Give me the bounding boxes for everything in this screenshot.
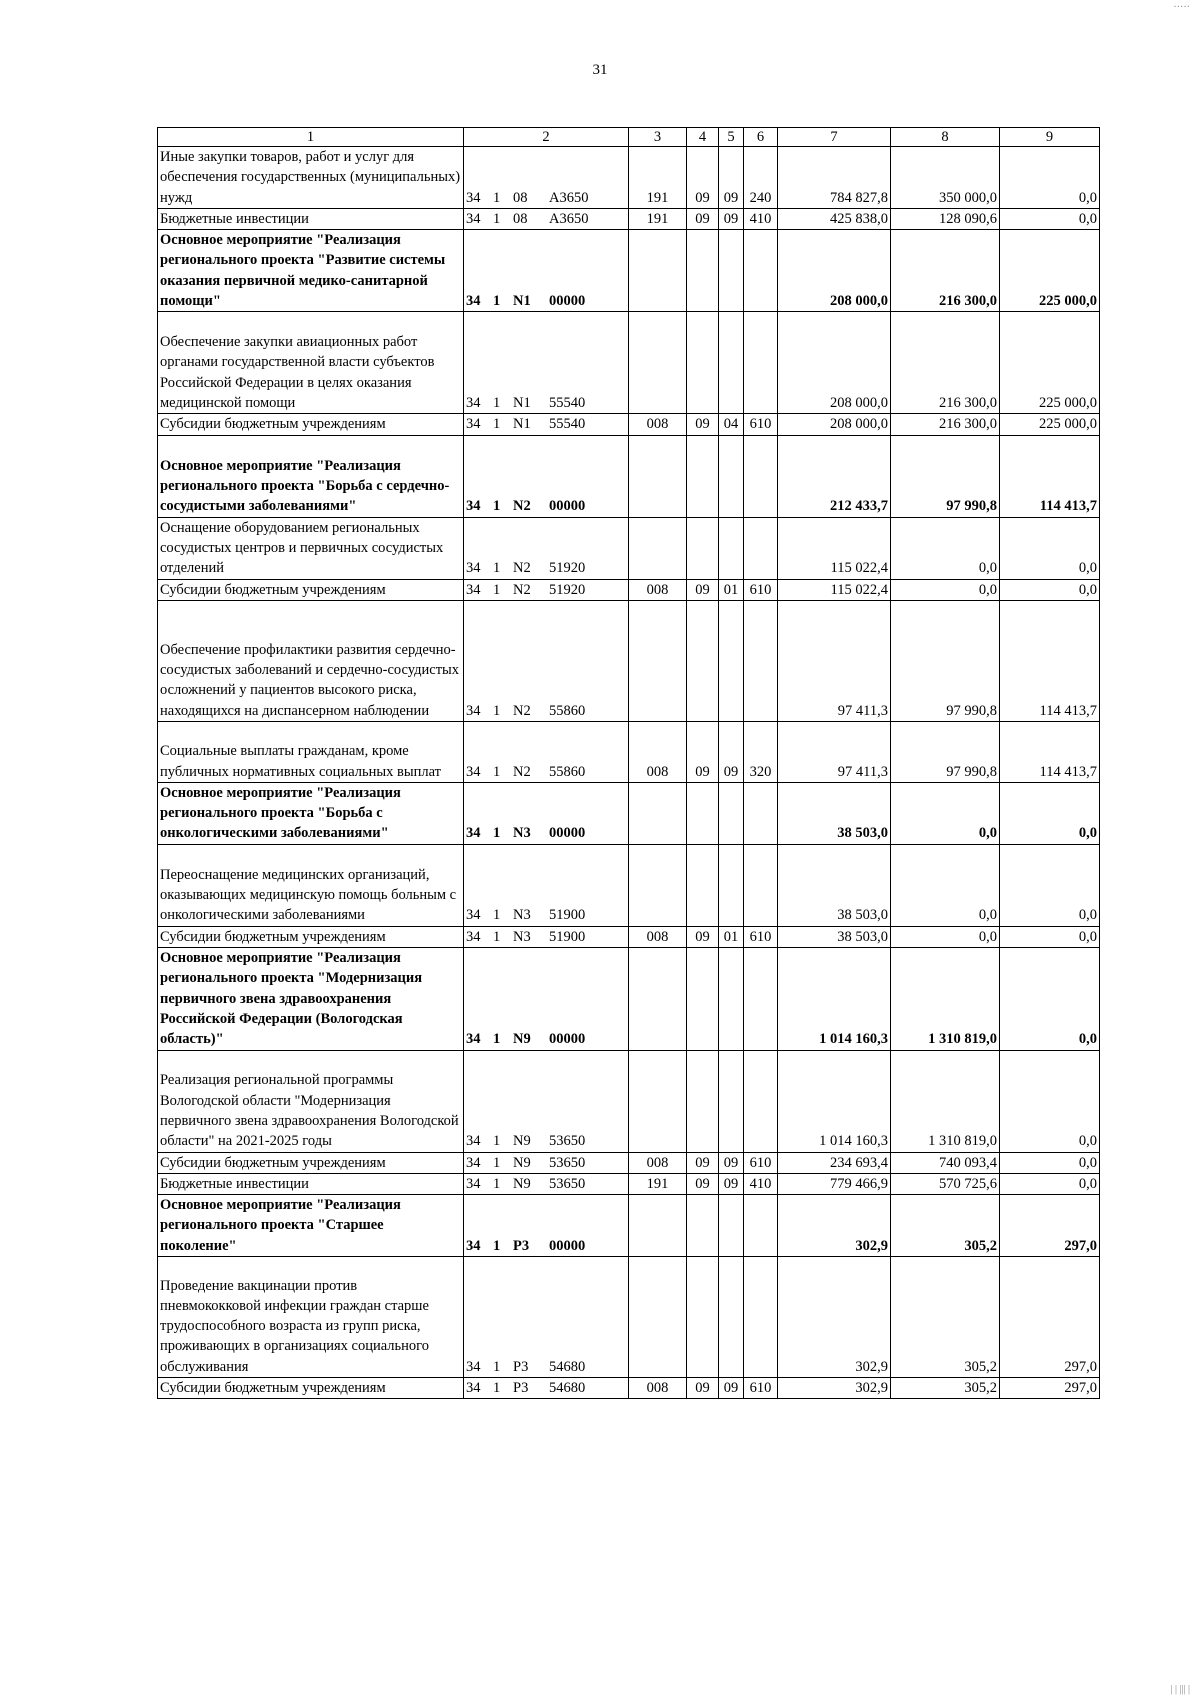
kind-code xyxy=(744,1257,778,1378)
table-row xyxy=(158,208,1100,229)
kind-code xyxy=(744,312,778,414)
target-code-part: N9 xyxy=(513,1175,531,1192)
section-code xyxy=(687,312,719,414)
row-name: Социальные выплаты гражданам, кроме публичных нормативных социальных выплат xyxy=(158,721,464,782)
amount-col9: 0,0 xyxy=(1000,844,1100,926)
target-code-part: 1 xyxy=(493,907,501,924)
target-code-part: 1 xyxy=(493,210,501,227)
kind-code: 610 xyxy=(744,1152,778,1173)
section-row xyxy=(158,435,1100,517)
expense-type-code xyxy=(629,435,687,517)
amount-col9: 0,0 xyxy=(1000,517,1100,579)
row-name: Субсидии бюджетным учреждениям xyxy=(158,1378,464,1399)
kind-code xyxy=(744,1195,778,1257)
amount-col9: 0,0 xyxy=(1000,1152,1100,1173)
kind-code: 610 xyxy=(744,414,778,435)
target-code-part: N9 xyxy=(513,1154,531,1171)
expense-type-code xyxy=(629,1195,687,1257)
target-code xyxy=(464,208,629,229)
section-code: 09 xyxy=(687,579,719,600)
expense-type-code xyxy=(629,1257,687,1378)
amount-col9: 114 413,7 xyxy=(1000,600,1100,721)
amount-col9: 225 000,0 xyxy=(1000,230,1100,312)
row-name: Оснащение оборудованием региональных сосудистых центров и первичных сосудистых отделений xyxy=(158,517,464,579)
row-name: Основное мероприятие "Реализация регионального проекта "Старшее поколение" xyxy=(158,1195,464,1257)
target-code-part: 1 xyxy=(493,498,501,515)
target-code-part: P3 xyxy=(513,1237,530,1254)
amount-col9: 225 000,0 xyxy=(1000,414,1100,435)
expense-type-code xyxy=(629,517,687,579)
target-code xyxy=(464,948,629,1050)
expense-type-code: 191 xyxy=(629,147,687,209)
column-header: 9 xyxy=(1000,128,1100,147)
table-row xyxy=(158,844,1100,926)
target-code-part: 34 xyxy=(466,1358,481,1375)
target-code-part: 51920 xyxy=(549,581,586,598)
target-code-part: 1 xyxy=(493,1154,501,1171)
target-code-part: 34 xyxy=(466,581,481,598)
row-name: Субсидии бюджетным учреждениям xyxy=(158,579,464,600)
subsection-code xyxy=(719,1050,744,1152)
section-row xyxy=(158,230,1100,312)
row-name: Обеспечение закупки авиационных работ органами государственной власти субъектов Российской Федерации в целях оказания медицинской помощи xyxy=(158,312,464,414)
amount-col8: 740 093,4 xyxy=(891,1152,1000,1173)
kind-code: 410 xyxy=(744,208,778,229)
section-code xyxy=(687,1195,719,1257)
target-code-part: N3 xyxy=(513,907,531,924)
amount-col7: 97 411,3 xyxy=(778,600,891,721)
scan-artifact-top: ····· xyxy=(1173,2,1190,13)
budget-table xyxy=(157,127,1100,1399)
target-code-part: 1 xyxy=(493,825,501,842)
amount-col7: 425 838,0 xyxy=(778,208,891,229)
amount-col7: 1 014 160,3 xyxy=(778,948,891,1050)
row-name: Субсидии бюджетным учреждениям xyxy=(158,926,464,947)
target-code-part: 53650 xyxy=(549,1133,586,1150)
kind-code xyxy=(744,600,778,721)
subsection-code xyxy=(719,600,744,721)
kind-code xyxy=(744,844,778,926)
amount-col8: 97 990,8 xyxy=(891,721,1000,782)
amount-col9: 297,0 xyxy=(1000,1195,1100,1257)
amount-col8: 0,0 xyxy=(891,926,1000,947)
target-code-part: 1 xyxy=(493,702,501,719)
target-code xyxy=(464,600,629,721)
target-code-part: 34 xyxy=(466,189,481,206)
amount-col9: 114 413,7 xyxy=(1000,721,1100,782)
table-row xyxy=(158,1152,1100,1173)
row-name: Основное мероприятие "Реализация регионального проекта "Развитие системы оказания первичной медико-санитарной помощи" xyxy=(158,230,464,312)
target-code-part: 34 xyxy=(466,1380,481,1397)
target-code xyxy=(464,721,629,782)
section-code: 09 xyxy=(687,414,719,435)
column-header: 5 xyxy=(719,128,744,147)
amount-col7: 784 827,8 xyxy=(778,147,891,209)
kind-code: 320 xyxy=(744,721,778,782)
kind-code: 410 xyxy=(744,1173,778,1194)
target-code-part: 51920 xyxy=(549,560,586,577)
page-number: 31 xyxy=(592,62,608,78)
target-code xyxy=(464,517,629,579)
section-code xyxy=(687,844,719,926)
target-code-part: 00000 xyxy=(549,1031,586,1048)
amount-col8: 1 310 819,0 xyxy=(891,948,1000,1050)
target-code-part: N2 xyxy=(513,560,531,577)
target-code xyxy=(464,782,629,844)
subsection-code xyxy=(719,312,744,414)
amount-col8: 305,2 xyxy=(891,1257,1000,1378)
target-code-part: 34 xyxy=(466,1154,481,1171)
amount-col9: 0,0 xyxy=(1000,926,1100,947)
amount-col8: 0,0 xyxy=(891,517,1000,579)
target-code-part: 55860 xyxy=(549,702,586,719)
expense-type-code: 191 xyxy=(629,1173,687,1194)
amount-col7: 115 022,4 xyxy=(778,517,891,579)
target-code-part: 55540 xyxy=(549,416,586,433)
amount-col7: 208 000,0 xyxy=(778,230,891,312)
section-row xyxy=(158,1195,1100,1257)
subsection-code xyxy=(719,230,744,312)
expense-type-code: 008 xyxy=(629,721,687,782)
kind-code xyxy=(744,1050,778,1152)
target-code-part: P3 xyxy=(513,1358,529,1375)
subsection-code xyxy=(719,782,744,844)
target-code-part: 1 xyxy=(493,1358,501,1375)
expense-type-code xyxy=(629,312,687,414)
table-row xyxy=(158,517,1100,579)
target-code-part: 55860 xyxy=(549,763,586,780)
row-name: Основное мероприятие "Реализация регионального проекта "Модернизация первичного звена здравоохранения Российской Федерации (Вологодская область)" xyxy=(158,948,464,1050)
column-header: 2 xyxy=(464,128,629,147)
target-code-part: 1 xyxy=(493,560,501,577)
target-code-part: N3 xyxy=(513,928,531,945)
amount-col7: 38 503,0 xyxy=(778,782,891,844)
table-row xyxy=(158,1173,1100,1194)
target-code xyxy=(464,1173,629,1194)
amount-col9: 0,0 xyxy=(1000,782,1100,844)
row-name: Основное мероприятие "Реализация регионального проекта "Борьба с онкологическими заболеваниями" xyxy=(158,782,464,844)
expense-type-code xyxy=(629,230,687,312)
section-code xyxy=(687,782,719,844)
amount-col7: 97 411,3 xyxy=(778,721,891,782)
expense-type-code: 008 xyxy=(629,1378,687,1399)
subsection-code: 01 xyxy=(719,926,744,947)
table-row xyxy=(158,1257,1100,1378)
target-code xyxy=(464,312,629,414)
amount-col8: 216 300,0 xyxy=(891,414,1000,435)
kind-code xyxy=(744,782,778,844)
amount-col9: 225 000,0 xyxy=(1000,312,1100,414)
table-row xyxy=(158,312,1100,414)
amount-col9: 0,0 xyxy=(1000,948,1100,1050)
amount-col7: 208 000,0 xyxy=(778,312,891,414)
target-code-part: 00000 xyxy=(549,293,586,310)
row-name: Основное мероприятие "Реализация регионального проекта "Борьба с сердечно-сосудистыми заболеваниями" xyxy=(158,435,464,517)
target-code-part: 08 xyxy=(513,210,528,227)
target-code-part: 54680 xyxy=(549,1380,586,1397)
table-row xyxy=(158,926,1100,947)
target-code-part: 34 xyxy=(466,825,481,842)
target-code-part: 1 xyxy=(493,189,501,206)
target-code-part: 34 xyxy=(466,763,481,780)
row-name: Проведение вакцинации против пневмококковой инфекции граждан старше трудоспособного возраста из групп риска, проживающих в организациях социального обслуживания xyxy=(158,1257,464,1378)
target-code-part: 53650 xyxy=(549,1154,586,1171)
target-code-part: 34 xyxy=(466,1175,481,1192)
amount-col7: 302,9 xyxy=(778,1257,891,1378)
expense-type-code: 191 xyxy=(629,208,687,229)
target-code-part: 34 xyxy=(466,395,481,412)
target-code-part: 51900 xyxy=(549,928,586,945)
table-row xyxy=(158,579,1100,600)
target-code-part: 00000 xyxy=(549,498,586,515)
amount-col9: 297,0 xyxy=(1000,1257,1100,1378)
kind-code xyxy=(744,948,778,1050)
target-code-part: 55540 xyxy=(549,395,586,412)
subsection-code: 09 xyxy=(719,1378,744,1399)
amount-col9: 0,0 xyxy=(1000,1050,1100,1152)
target-code-part: 1 xyxy=(493,293,501,310)
amount-col9: 297,0 xyxy=(1000,1378,1100,1399)
target-code-part: 34 xyxy=(466,1237,481,1254)
amount-col9: 0,0 xyxy=(1000,147,1100,209)
section-code xyxy=(687,1050,719,1152)
target-code-part: N3 xyxy=(513,825,531,842)
target-code-part: N1 xyxy=(513,293,531,310)
subsection-code xyxy=(719,1195,744,1257)
amount-col8: 0,0 xyxy=(891,844,1000,926)
amount-col8: 216 300,0 xyxy=(891,230,1000,312)
amount-col8: 97 990,8 xyxy=(891,600,1000,721)
target-code-part: N2 xyxy=(513,702,531,719)
kind-code xyxy=(744,230,778,312)
section-code xyxy=(687,1257,719,1378)
section-code: 09 xyxy=(687,1378,719,1399)
subsection-code: 09 xyxy=(719,1152,744,1173)
section-code xyxy=(687,230,719,312)
column-header: 4 xyxy=(687,128,719,147)
expense-type-code: 008 xyxy=(629,579,687,600)
target-code-part: 34 xyxy=(466,702,481,719)
target-code-part: 1 xyxy=(493,763,501,780)
section-row xyxy=(158,948,1100,1050)
amount-col7: 779 466,9 xyxy=(778,1173,891,1194)
target-code xyxy=(464,579,629,600)
subsection-code: 09 xyxy=(719,721,744,782)
amount-col7: 38 503,0 xyxy=(778,844,891,926)
expense-type-code xyxy=(629,844,687,926)
target-code xyxy=(464,1195,629,1257)
subsection-code xyxy=(719,1257,744,1378)
target-code-part: 34 xyxy=(466,1031,481,1048)
target-code-part: 00000 xyxy=(549,825,586,842)
subsection-code: 04 xyxy=(719,414,744,435)
section-code xyxy=(687,435,719,517)
expense-type-code xyxy=(629,948,687,1050)
table-row xyxy=(158,414,1100,435)
target-code-part: N2 xyxy=(513,581,531,598)
target-code-part: 1 xyxy=(493,581,501,598)
header-row xyxy=(158,128,1100,147)
section-code: 09 xyxy=(687,147,719,209)
target-code-part: 34 xyxy=(466,210,481,227)
target-code xyxy=(464,435,629,517)
amount-col7: 302,9 xyxy=(778,1195,891,1257)
target-code-part: 1 xyxy=(493,1175,501,1192)
amount-col9: 0,0 xyxy=(1000,208,1100,229)
amount-col7: 115 022,4 xyxy=(778,579,891,600)
kind-code: 610 xyxy=(744,579,778,600)
amount-col8: 128 090,6 xyxy=(891,208,1000,229)
expense-type-code xyxy=(629,1050,687,1152)
target-code-part: 51900 xyxy=(549,907,586,924)
target-code-part: 1 xyxy=(493,1133,501,1150)
subsection-code: 09 xyxy=(719,208,744,229)
section-code: 09 xyxy=(687,721,719,782)
target-code-part: N2 xyxy=(513,498,531,515)
row-name: Переоснащение медицинских организаций, оказывающих медицинскую помощь больным с онкологическими заболеваниями xyxy=(158,844,464,926)
target-code-part: 34 xyxy=(466,498,481,515)
amount-col7: 234 693,4 xyxy=(778,1152,891,1173)
row-name: Иные закупки товаров, работ и услуг для обеспечения государственных (муниципальных) нужд xyxy=(158,147,464,209)
row-name: Реализация региональной программы Вологодской области "Модернизация первичного звена здравоохранения Вологодской области" на 2021-2025 годы xyxy=(158,1050,464,1152)
subsection-code xyxy=(719,948,744,1050)
amount-col8: 305,2 xyxy=(891,1378,1000,1399)
amount-col7: 1 014 160,3 xyxy=(778,1050,891,1152)
target-code-part: 1 xyxy=(493,1380,501,1397)
amount-col8: 350 000,0 xyxy=(891,147,1000,209)
table-row xyxy=(158,1378,1100,1399)
section-code xyxy=(687,948,719,1050)
amount-col8: 0,0 xyxy=(891,782,1000,844)
kind-code: 610 xyxy=(744,926,778,947)
section-code: 09 xyxy=(687,926,719,947)
target-code-part: 34 xyxy=(466,1133,481,1150)
expense-type-code: 008 xyxy=(629,1152,687,1173)
subsection-code xyxy=(719,844,744,926)
section-code: 09 xyxy=(687,1173,719,1194)
column-header: 1 xyxy=(158,128,464,147)
kind-code: 610 xyxy=(744,1378,778,1399)
amount-col9: 0,0 xyxy=(1000,579,1100,600)
row-name: Бюджетные инвестиции xyxy=(158,208,464,229)
target-code-part: 53650 xyxy=(549,1175,586,1192)
target-code xyxy=(464,1050,629,1152)
target-code xyxy=(464,926,629,947)
section-code: 09 xyxy=(687,1152,719,1173)
section-code xyxy=(687,517,719,579)
scan-artifact-bottom: | | ||| | xyxy=(1170,1684,1190,1695)
target-code xyxy=(464,414,629,435)
target-code-part: 34 xyxy=(466,907,481,924)
column-header: 7 xyxy=(778,128,891,147)
target-code-part: 1 xyxy=(493,928,501,945)
target-code xyxy=(464,230,629,312)
target-code-part: N9 xyxy=(513,1031,531,1048)
subsection-code xyxy=(719,435,744,517)
table-row xyxy=(158,600,1100,721)
target-code-part: 1 xyxy=(493,395,501,412)
target-code-part: 1 xyxy=(493,1237,501,1254)
amount-col8: 0,0 xyxy=(891,579,1000,600)
target-code-part: 00000 xyxy=(549,1237,586,1254)
target-code-part: А3650 xyxy=(549,189,589,206)
amount-col7: 302,9 xyxy=(778,1378,891,1399)
column-header: 8 xyxy=(891,128,1000,147)
row-name: Обеспечение профилактики развития сердечно-сосудистых заболеваний и сердечно-сосудистых осложнений у пациентов высокого риска, находящихся на диспансерном наблюдении xyxy=(158,600,464,721)
target-code xyxy=(464,1378,629,1399)
target-code-part: 1 xyxy=(493,416,501,433)
amount-col7: 208 000,0 xyxy=(778,414,891,435)
table-row xyxy=(158,1050,1100,1152)
target-code-part: 34 xyxy=(466,928,481,945)
target-code-part: А3650 xyxy=(549,210,589,227)
amount-col8: 1 310 819,0 xyxy=(891,1050,1000,1152)
amount-col9: 0,0 xyxy=(1000,1173,1100,1194)
expense-type-code: 008 xyxy=(629,926,687,947)
amount-col7: 212 433,7 xyxy=(778,435,891,517)
table-row xyxy=(158,721,1100,782)
row-name: Бюджетные инвестиции xyxy=(158,1173,464,1194)
subsection-code: 01 xyxy=(719,579,744,600)
target-code-part: N1 xyxy=(513,416,531,433)
expense-type-code xyxy=(629,782,687,844)
amount-col8: 216 300,0 xyxy=(891,312,1000,414)
amount-col8: 305,2 xyxy=(891,1195,1000,1257)
subsection-code: 09 xyxy=(719,1173,744,1194)
row-name: Субсидии бюджетным учреждениям xyxy=(158,1152,464,1173)
column-header: 6 xyxy=(744,128,778,147)
kind-code: 240 xyxy=(744,147,778,209)
target-code-part: N2 xyxy=(513,763,531,780)
amount-col8: 570 725,6 xyxy=(891,1173,1000,1194)
expense-type-code: 008 xyxy=(629,414,687,435)
target-code-part: N1 xyxy=(513,395,531,412)
target-code xyxy=(464,844,629,926)
amount-col9: 114 413,7 xyxy=(1000,435,1100,517)
table-row xyxy=(158,147,1100,209)
target-code-part: 34 xyxy=(466,293,481,310)
column-header: 3 xyxy=(629,128,687,147)
subsection-code: 09 xyxy=(719,147,744,209)
kind-code xyxy=(744,517,778,579)
section-code: 09 xyxy=(687,208,719,229)
kind-code xyxy=(744,435,778,517)
target-code xyxy=(464,1152,629,1173)
target-code xyxy=(464,147,629,209)
section-row xyxy=(158,782,1100,844)
subsection-code xyxy=(719,517,744,579)
amount-col8: 97 990,8 xyxy=(891,435,1000,517)
section-code xyxy=(687,600,719,721)
target-code xyxy=(464,1257,629,1378)
amount-col7: 38 503,0 xyxy=(778,926,891,947)
target-code-part: 34 xyxy=(466,560,481,577)
target-code-part: 34 xyxy=(466,416,481,433)
target-code-part: P3 xyxy=(513,1380,529,1397)
target-code-part: N9 xyxy=(513,1133,531,1150)
expense-type-code xyxy=(629,600,687,721)
target-code-part: 08 xyxy=(513,189,528,206)
row-name: Субсидии бюджетным учреждениям xyxy=(158,414,464,435)
target-code-part: 1 xyxy=(493,1031,501,1048)
target-code-part: 54680 xyxy=(549,1358,586,1375)
